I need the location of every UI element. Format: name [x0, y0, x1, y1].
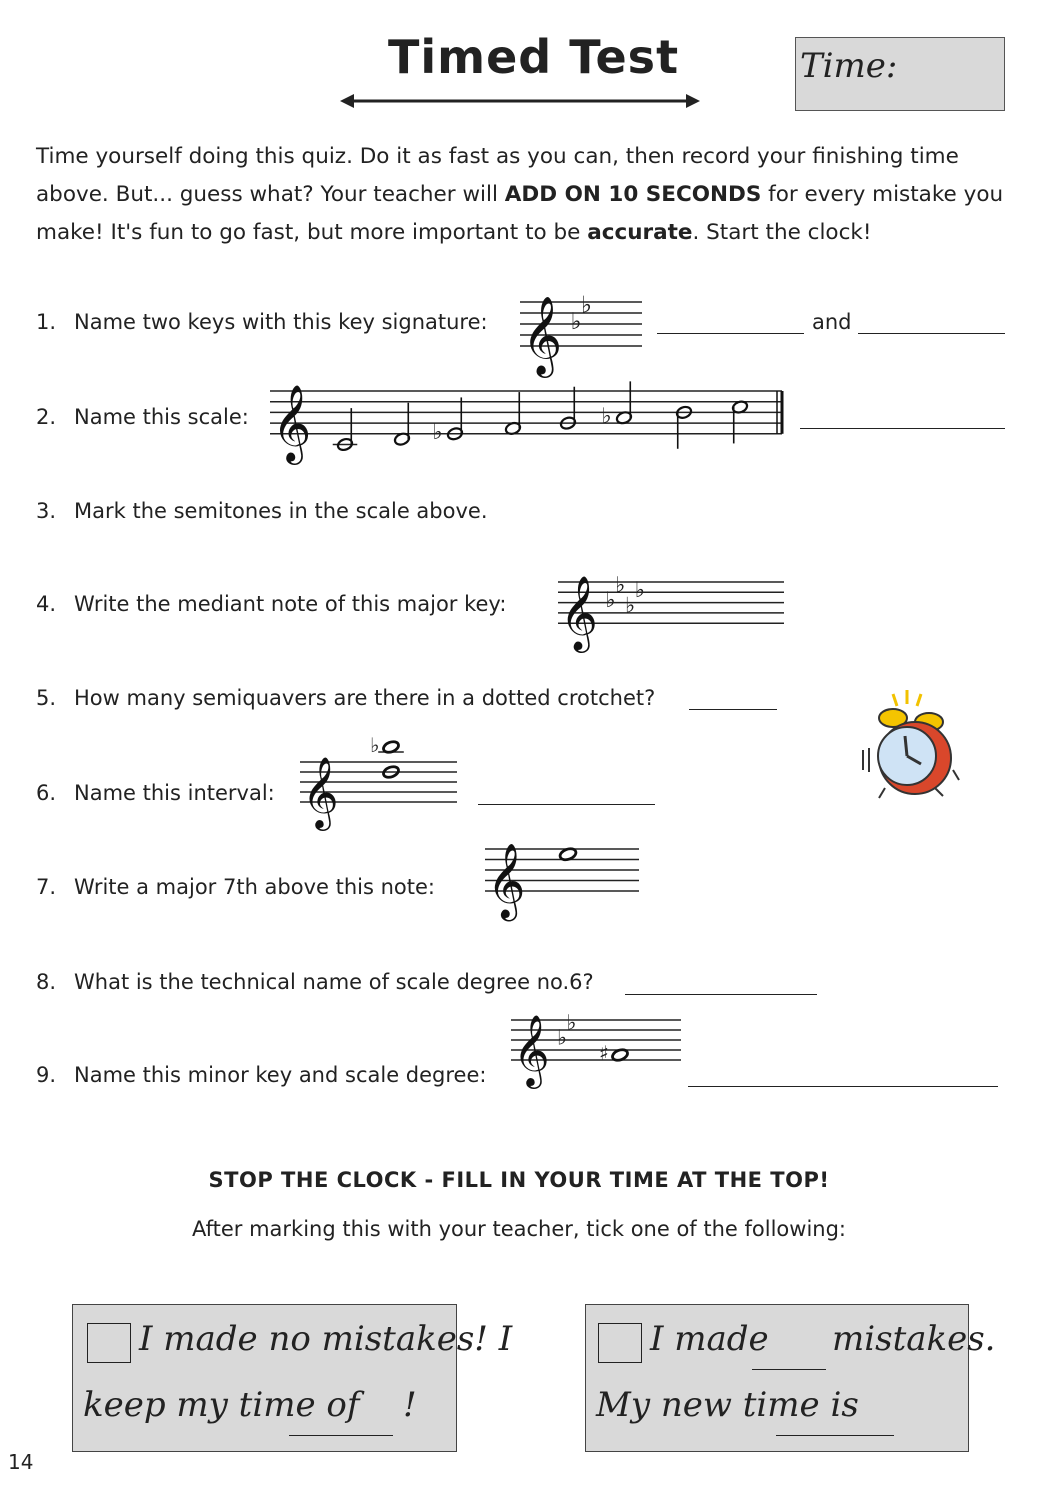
alarm-clock-illustration	[855, 688, 965, 803]
treble-clef-icon: 𝄞	[487, 843, 526, 919]
stop-clock-heading: STOP THE CLOCK - FILL IN YOUR TIME AT THE TOP!	[208, 1168, 830, 1192]
question-8: 8. What is the technical name of scale degree no.6?	[36, 970, 594, 994]
question-9: 9. Name this minor key and scale degree:	[36, 1063, 487, 1087]
flat-icon: ♭	[605, 588, 616, 614]
keep-time-text: keep my time of	[83, 1385, 360, 1425]
intro-paragraph: Time yourself doing this quiz. Do it as fast as you can, then record your finishing time above. But... guess what? Your teacher will ADD ON 10 SECONDS for every mistake you make! It's fun to go fast, but more important to be accurate. Start the clock!	[36, 144, 1004, 245]
kept-time-blank[interactable]	[289, 1435, 393, 1436]
page-title: Timed Test	[388, 30, 680, 84]
no-mistakes-text: I made no mistakes! I	[139, 1319, 513, 1359]
mistakes-text: mistakes.	[832, 1319, 996, 1359]
question-5: 5. How many semiquavers are there in a dotted crotchet?	[36, 686, 656, 710]
question-4: 4. Write the mediant note of this major key:	[36, 592, 507, 616]
flat-icon: ♭	[634, 577, 645, 603]
time-label: Time:	[800, 46, 898, 86]
question-2: 2. Name this scale:	[36, 405, 249, 429]
mistakes-checkbox[interactable]	[598, 1323, 642, 1363]
and-label: and	[812, 310, 852, 334]
flat-icon: ♭	[581, 292, 592, 319]
flat-icon: ♭	[566, 1010, 577, 1035]
flat-icon: ♭	[601, 404, 612, 430]
flat-icon: ♭	[624, 593, 636, 619]
flat-icon: ♭	[432, 420, 443, 446]
flat-icon: ♭	[557, 1025, 567, 1050]
question-3: 3. Mark the semitones in the scale above.	[36, 499, 488, 523]
no-mistakes-box	[72, 1304, 513, 1452]
treble-clef-icon: 𝄞	[513, 1013, 550, 1086]
new-time-text: My new time is	[596, 1385, 859, 1425]
treble-clef-icon: 𝄞	[272, 383, 312, 462]
flat-icon: ♭	[370, 733, 380, 757]
sharp-icon: ♯	[599, 1041, 609, 1065]
exclamation: !	[403, 1385, 417, 1425]
flat-icon: ♭	[615, 572, 626, 598]
treble-clef-icon: 𝄞	[302, 755, 339, 828]
flat-icon: ♭	[570, 308, 582, 335]
treble-clef-icon: 𝄞	[560, 576, 598, 651]
page-number: 14	[8, 1450, 34, 1474]
question-6: 6. Name this interval:	[36, 781, 275, 805]
new-time-blank[interactable]	[776, 1435, 894, 1436]
tick-instruction: After marking this with your teacher, tick one of the following:	[191, 1217, 846, 1241]
treble-clef-icon: 𝄞	[522, 296, 563, 376]
mistake-count-blank[interactable]	[752, 1369, 826, 1370]
no-mistakes-checkbox[interactable]	[87, 1323, 131, 1363]
question-7: 7. Write a major 7th above this note:	[36, 875, 436, 899]
mistakes-box	[585, 1304, 996, 1452]
i-made-text: I made	[650, 1319, 769, 1359]
question-1: 1. Name two keys with this key signature:	[36, 310, 488, 334]
